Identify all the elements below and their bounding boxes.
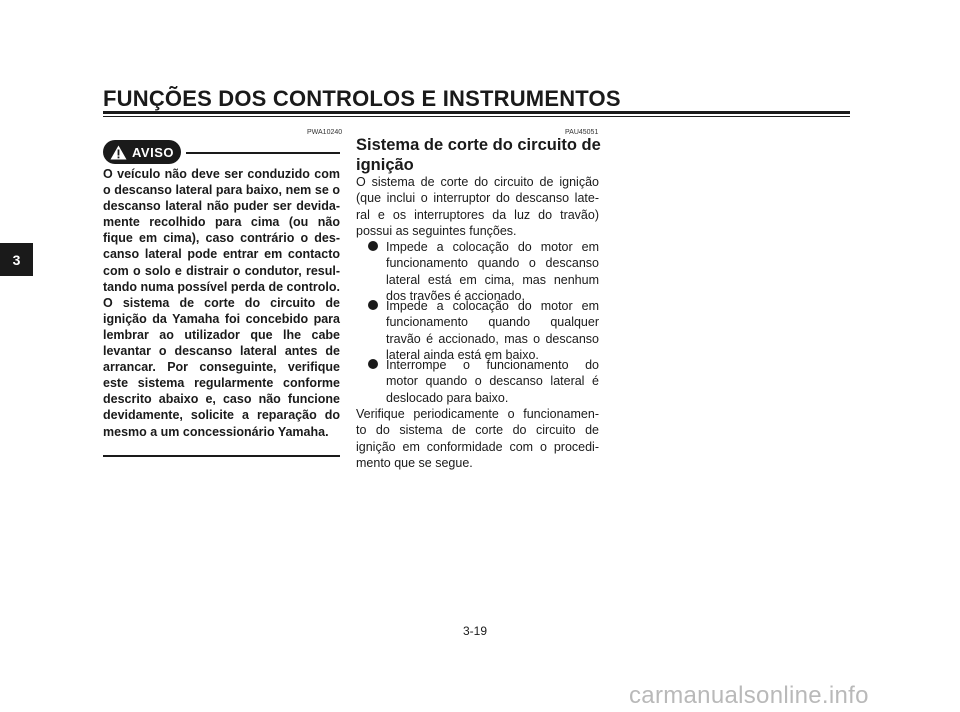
warning-line: o descanso lateral para baixo, nem se o: [103, 183, 340, 198]
warning-line: devidamente, solicite a reparação do: [103, 408, 340, 423]
header-rule-thin: [103, 116, 850, 117]
warning-line: fique em cima), caso contrário o des-: [103, 231, 340, 246]
outro-line: Verifique periodicamente o funcionamen-: [356, 407, 599, 421]
bullet-item: [356, 357, 599, 406]
bullet-dot-icon: [368, 300, 378, 310]
page-header-title: FUNÇÕES DOS CONTROLOS E INSTRUMENTOS: [103, 86, 621, 111]
bullet-text: [386, 239, 599, 304]
bullet-dot-icon: [368, 241, 378, 251]
warning-code: PWA10240: [307, 129, 343, 136]
bullet-line: funcionamento quando o descanso: [386, 256, 599, 271]
warning-end-rule: [103, 455, 340, 457]
section-title-line: Sistema de corte do circuito de: [356, 136, 601, 154]
warning-text: [103, 166, 340, 440]
bullet-item: [356, 298, 599, 363]
intro-paragraph: [356, 174, 599, 239]
warning-badge: [103, 140, 181, 164]
intro-line: possui as seguintes funções.: [356, 223, 517, 238]
warning-line: levantar o descanso lateral antes de: [103, 344, 340, 359]
intro-line: (que inclui o interruptor do descanso late-: [356, 191, 599, 206]
bullet-text: [386, 298, 599, 363]
outro-line: to do sistema de corte do circuito de: [356, 423, 599, 438]
warning-line: mesmo a um concessionário Yamaha.: [103, 424, 329, 439]
section-title: [356, 135, 601, 175]
bullet-item: [356, 239, 599, 304]
bullet-line: travão é accionado, mas o descanso: [386, 331, 599, 346]
page-number: 3-19: [463, 624, 488, 638]
outro-line: ignição em conformidade com o procedi-: [356, 439, 599, 454]
warning-line: arrancar. Por conseguinte, verifique: [103, 360, 340, 375]
bullet-line: deslocado para baixo.: [386, 390, 509, 405]
bullet-line: Impede a colocação do motor em: [386, 240, 599, 254]
bullet-line: Interrompe o funcionamento do: [386, 358, 599, 372]
intro-line: ral e os interruptores da luz do travão): [356, 207, 599, 222]
intro-line: O sistema de corte do circuito de ignição: [356, 175, 599, 189]
warning-line: este sistema regularmente conforme: [103, 376, 340, 391]
bullet-line: dos travões é accionado.: [386, 288, 525, 303]
bullet-line: funcionamento quando qualquer: [386, 315, 599, 330]
warning-line: canso lateral pode entrar em contacto: [103, 247, 340, 262]
bullet-line: lateral ainda está em baixo.: [386, 347, 539, 362]
bullet-line: motor quando o descanso lateral é: [386, 374, 599, 389]
section-title-line: ignição: [356, 156, 414, 174]
bullet-line: lateral está em cima, mas nenhum: [386, 272, 599, 287]
bullet-dot-icon: [368, 359, 378, 369]
warning-line: O sistema de corte do circuito de: [103, 295, 340, 310]
outro-line: mento que se segue.: [356, 455, 473, 470]
section-code: PAU45051: [565, 129, 599, 136]
warning-line: descrito abaixo e, caso não funcione: [103, 392, 340, 407]
warning-line: com o solo e distrair o condutor, resul-: [103, 263, 340, 278]
warning-line: tando numa possível perda de controlo.: [103, 279, 340, 294]
bullet-line: Impede a colocação do motor em: [386, 299, 599, 313]
warning-rule: [186, 152, 340, 154]
warning-line: ignição da Yamaha foi concebido para: [103, 311, 340, 326]
watermark: carmanualsonline.info: [629, 682, 869, 709]
warning-line: O veículo não deve ser conduzido com: [103, 167, 340, 181]
header-rule: [103, 111, 850, 114]
warning-line: lembrar ao utilizador que lhe cabe: [103, 327, 340, 342]
warning-label: AVISO: [132, 144, 174, 160]
warning-triangle-icon: [110, 145, 127, 160]
warning-line: descanso lateral não puder ser devida-: [103, 199, 340, 214]
bullet-text: [386, 357, 599, 406]
outro-paragraph: [356, 406, 599, 471]
warning-line: mente recolhido para cima (ou não: [103, 215, 340, 230]
chapter-tab: 3: [0, 243, 33, 276]
